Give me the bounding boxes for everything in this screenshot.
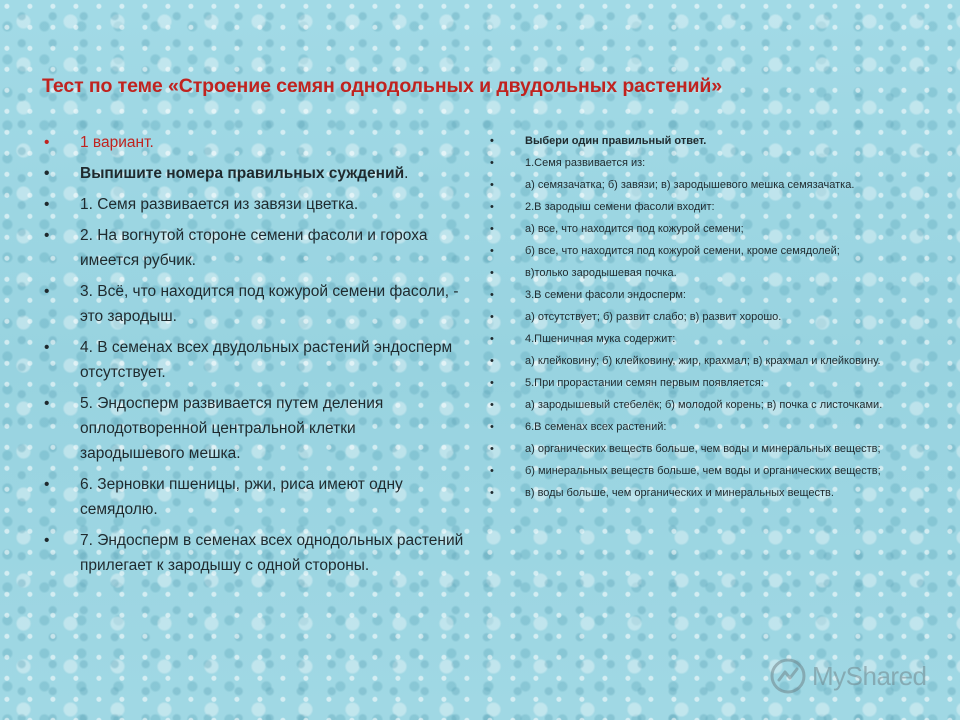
question-item: • 4.Пшеничная мука содержит: xyxy=(490,331,890,348)
statement-item: • 7. Эндосперм в семенах всех однодольных растений прилегает к зародышу с одной стороны. xyxy=(44,528,464,578)
question-item: • 6.В семенах всех растений: xyxy=(490,419,890,436)
left-column xyxy=(44,130,464,584)
question-item: • а) зародышевый стебелёк; б) молодой корень; в) почка с листочками. xyxy=(490,397,890,414)
question-item: • в) воды больше, чем органических и минеральных веществ. xyxy=(490,485,890,502)
myshared-logo-icon xyxy=(768,656,808,696)
statement-item: • 2. На вогнутой стороне семени фасоли и гороха имеется рубчик. xyxy=(44,223,464,273)
statement-item: • 5. Эндосперм развивается путем деления оплодотворенной центральной клетки зародышевого мешка. xyxy=(44,391,464,466)
right-header: • Выбери один правильный ответ. xyxy=(490,133,890,150)
question-item: • б) минеральных веществ больше, чем воды и органических веществ; xyxy=(490,463,890,480)
question-item: • а) семязачатка; б) завязи; в) зародышевого мешка семязачатка. xyxy=(490,177,890,194)
statement-item: • 1. Семя развивается из завязи цветка. xyxy=(44,192,464,217)
instruction-bold: Выпишите номера правильных суждений xyxy=(80,165,405,182)
instruction xyxy=(44,161,464,186)
right-column xyxy=(490,133,890,507)
question-item: • 2.В зародыш семени фасоли входит: xyxy=(490,199,890,216)
question-item: • а) клейковину; б) клейковину, жир, крахмал; в) крахмал и клейковину. xyxy=(490,353,890,370)
statement-item: • 4. В семенах всех двудольных растений эндосперм отсутствует. xyxy=(44,335,464,385)
question-item: • а) все, что находится под кожурой семени; xyxy=(490,221,890,238)
slide-title: Тест по теме «Строение семян однодольных и двудольных растений» xyxy=(42,75,723,97)
watermark xyxy=(768,656,927,696)
instruction-tail: . xyxy=(404,165,409,182)
statement-item: • 6. Зерновки пшеницы, ржи, риса имеют одну семядолю. xyxy=(44,472,464,522)
question-item: • 5.При прорастании семян первым появляется: xyxy=(490,375,890,392)
question-item: • а) органических веществ больше, чем воды и минеральных веществ; xyxy=(490,441,890,458)
question-item: • в)только зародышевая почка. xyxy=(490,265,890,282)
variant-label: • 1 вариант. xyxy=(44,130,464,155)
question-item: • а) отсутствует; б) развит слабо; в) развит хорошо. xyxy=(490,309,890,326)
question-item: • 1.Семя развивается из: xyxy=(490,155,890,172)
watermark-text: MyShared xyxy=(812,660,927,691)
question-item: • 3.В семени фасоли эндосперм: xyxy=(490,287,890,304)
statement-item: • 3. Всё, что находится под кожурой семени фасоли, - это зародыш. xyxy=(44,279,464,329)
question-item: • б) все, что находится под кожурой семени, кроме семядолей; xyxy=(490,243,890,260)
